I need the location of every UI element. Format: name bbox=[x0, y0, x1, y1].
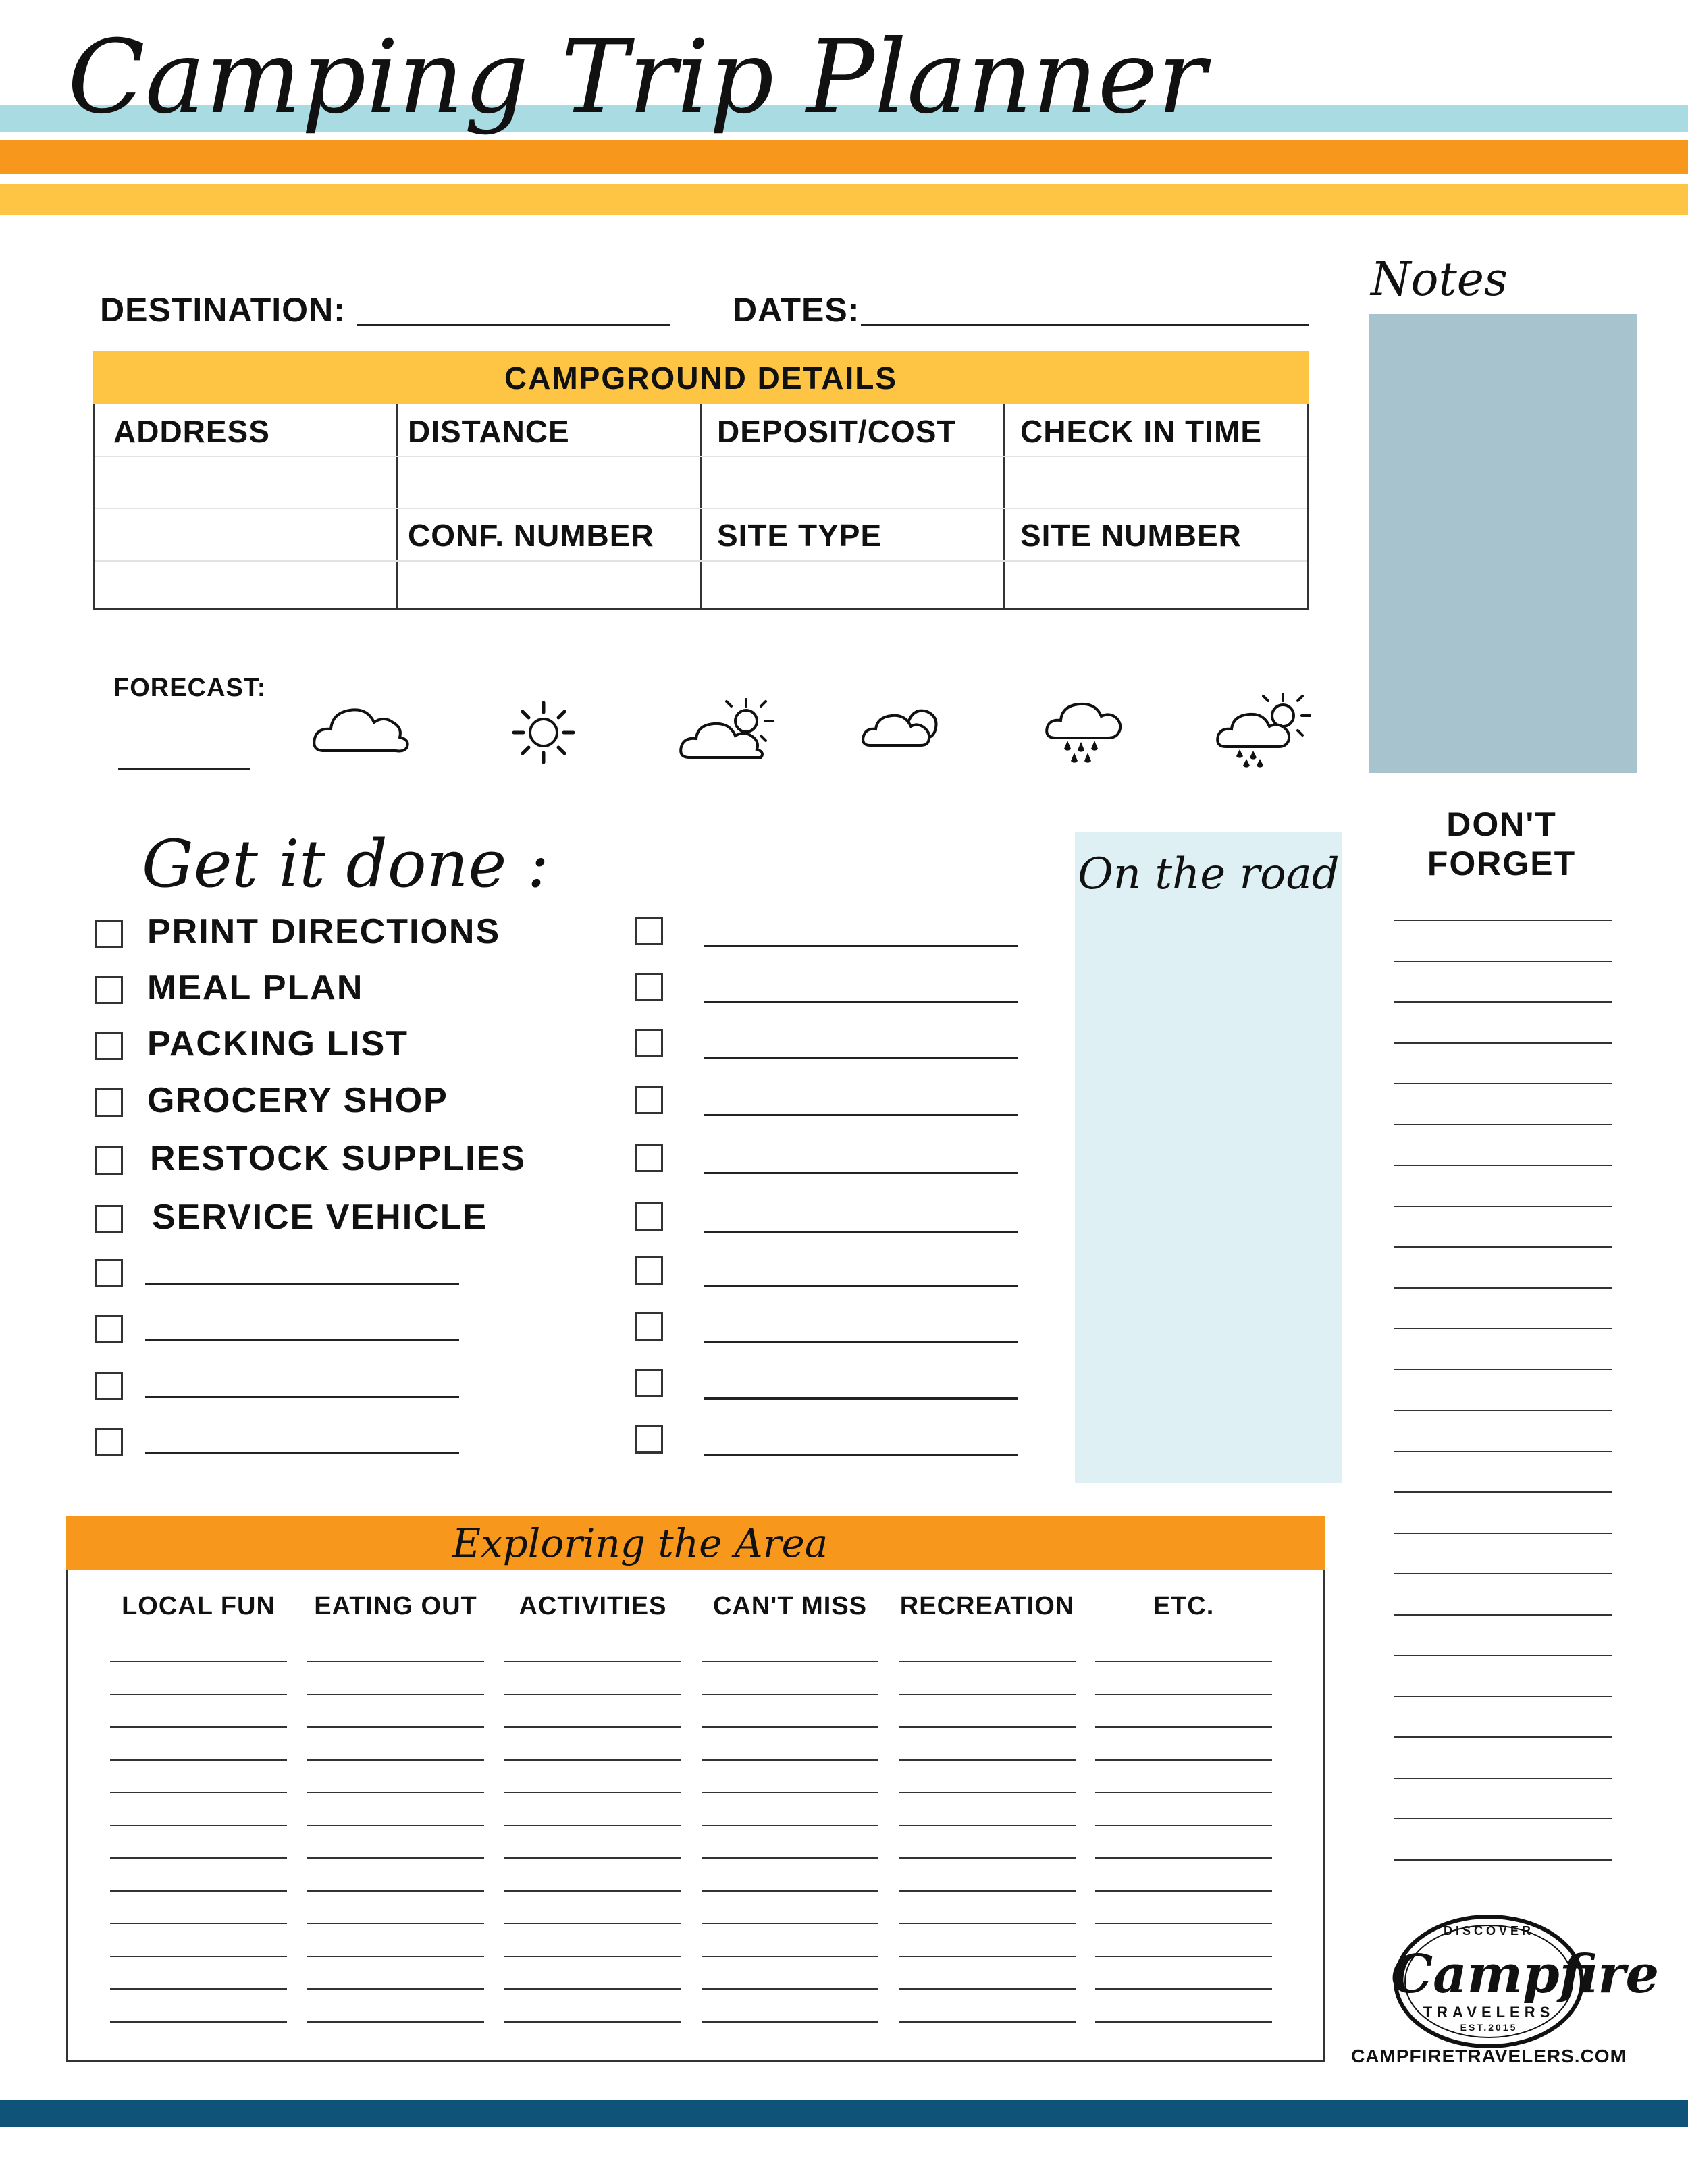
explore-line[interactable] bbox=[899, 1726, 1076, 1728]
forecast-field[interactable] bbox=[118, 768, 250, 770]
task-blank-line[interactable] bbox=[145, 1339, 459, 1341]
website-link[interactable]: CAMPFIRETRAVELERS.COM bbox=[1351, 2046, 1627, 2067]
explore-line[interactable] bbox=[307, 1988, 484, 1990]
destination-label: DESTINATION: bbox=[100, 291, 346, 329]
destination-field[interactable] bbox=[357, 324, 670, 326]
on-the-road-box[interactable] bbox=[1075, 832, 1342, 1483]
task-blank-line[interactable] bbox=[704, 1057, 1018, 1059]
deposit-cost-label: DEPOSIT/COST bbox=[717, 414, 957, 449]
dont-forget-title-line1: DON'T bbox=[1446, 805, 1557, 843]
task-blank-line[interactable] bbox=[704, 1231, 1018, 1233]
check-in-time-label: CHECK IN TIME bbox=[1020, 414, 1262, 449]
campground-title: CAMPGROUND DETAILS bbox=[504, 361, 898, 396]
sun-icon bbox=[510, 699, 577, 766]
dont-forget-line[interactable] bbox=[1394, 1124, 1612, 1125]
table-divider bbox=[700, 404, 702, 610]
explore-line[interactable] bbox=[899, 1956, 1076, 1957]
dont-forget-line[interactable] bbox=[1394, 1287, 1612, 1289]
explore-column-header: RECREATION bbox=[899, 1592, 1075, 1620]
explore-line[interactable] bbox=[307, 1694, 484, 1695]
explore-line[interactable] bbox=[702, 1792, 878, 1793]
explore-line[interactable] bbox=[1095, 2021, 1272, 2023]
logo-campfire: Campfire bbox=[1391, 1944, 1660, 2005]
explore-line[interactable] bbox=[504, 1661, 681, 1662]
table-row-line bbox=[95, 560, 1307, 562]
explore-line[interactable] bbox=[110, 1661, 287, 1662]
explore-line[interactable] bbox=[110, 1857, 287, 1859]
logo-est: EST.2015 bbox=[1460, 2022, 1518, 2033]
task-checkbox[interactable] bbox=[635, 1256, 663, 1285]
explore-line[interactable] bbox=[702, 2021, 878, 2023]
explore-line[interactable] bbox=[504, 1890, 681, 1892]
explore-line[interactable] bbox=[307, 1825, 484, 1826]
address-label: ADDRESS bbox=[113, 414, 270, 449]
explore-line[interactable] bbox=[702, 1759, 878, 1761]
explore-line[interactable] bbox=[1095, 1759, 1272, 1761]
explore-line[interactable] bbox=[702, 1857, 878, 1859]
task-blank-line[interactable] bbox=[145, 1452, 459, 1454]
explore-line[interactable] bbox=[504, 1694, 681, 1695]
task-blank-line[interactable] bbox=[704, 1114, 1018, 1116]
explore-line[interactable] bbox=[899, 1661, 1076, 1662]
explore-line[interactable] bbox=[504, 1988, 681, 1990]
task-blank-line[interactable] bbox=[145, 1283, 459, 1285]
dont-forget-line[interactable] bbox=[1394, 920, 1612, 921]
task-checkbox[interactable] bbox=[635, 1144, 663, 1172]
explore-line[interactable] bbox=[504, 1825, 681, 1826]
explore-line[interactable] bbox=[307, 1923, 484, 1924]
task-blank-line[interactable] bbox=[704, 945, 1018, 947]
task-label: PRINT DIRECTIONS bbox=[147, 912, 501, 951]
table-row-line bbox=[95, 456, 1307, 457]
logo-travelers: TRAVELERS bbox=[1423, 2004, 1555, 2021]
explore-line[interactable] bbox=[110, 1726, 287, 1728]
task-checkbox[interactable] bbox=[635, 1202, 663, 1231]
explore-line[interactable] bbox=[110, 1988, 287, 1990]
explore-line[interactable] bbox=[1095, 1825, 1272, 1826]
dont-forget-line[interactable] bbox=[1394, 1736, 1612, 1738]
explore-line[interactable] bbox=[504, 1792, 681, 1793]
explore-line[interactable] bbox=[1095, 1694, 1272, 1695]
table-divider bbox=[1003, 404, 1005, 610]
task-blank-line[interactable] bbox=[704, 1001, 1018, 1003]
explore-column-header: CAN'T MISS bbox=[712, 1592, 868, 1620]
dont-forget-line[interactable] bbox=[1394, 1165, 1612, 1166]
cloud-icon bbox=[311, 702, 412, 756]
explore-line[interactable] bbox=[899, 1694, 1076, 1695]
task-blank-line[interactable] bbox=[704, 1341, 1018, 1343]
explore-line[interactable] bbox=[504, 1956, 681, 1957]
dont-forget-line[interactable] bbox=[1394, 1083, 1612, 1084]
explore-line[interactable] bbox=[1095, 1988, 1272, 1990]
task-checkbox[interactable] bbox=[95, 1146, 123, 1175]
task-blank-line[interactable] bbox=[704, 1454, 1018, 1456]
dont-forget-line[interactable] bbox=[1394, 1001, 1612, 1003]
task-label: RESTOCK SUPPLIES bbox=[150, 1139, 526, 1178]
explore-line[interactable] bbox=[110, 2021, 287, 2023]
dont-forget-line[interactable] bbox=[1394, 1859, 1612, 1861]
dont-forget-line[interactable] bbox=[1394, 1410, 1612, 1411]
explore-line[interactable] bbox=[307, 1857, 484, 1859]
explore-line[interactable] bbox=[307, 1661, 484, 1662]
task-label: GROCERY SHOP bbox=[147, 1081, 448, 1120]
explore-line[interactable] bbox=[307, 1890, 484, 1892]
task-checkbox[interactable] bbox=[95, 920, 123, 948]
explore-line[interactable] bbox=[899, 1759, 1076, 1761]
explore-title: Exploring the Area bbox=[452, 1520, 828, 1566]
task-checkbox[interactable] bbox=[95, 1428, 123, 1456]
explore-line[interactable] bbox=[307, 1792, 484, 1793]
dont-forget-line[interactable] bbox=[1394, 1533, 1612, 1534]
cloudy-icon bbox=[861, 702, 942, 749]
dont-forget-line[interactable] bbox=[1394, 1696, 1612, 1697]
explore-line[interactable] bbox=[702, 1726, 878, 1728]
sun-rain-icon bbox=[1215, 689, 1317, 770]
task-checkbox[interactable] bbox=[95, 1088, 123, 1117]
explore-line[interactable] bbox=[899, 1988, 1076, 1990]
explore-line[interactable] bbox=[1095, 1726, 1272, 1728]
explore-column-header: ACTIVITIES bbox=[519, 1592, 667, 1620]
explore-line[interactable] bbox=[899, 1792, 1076, 1793]
dont-forget-line[interactable] bbox=[1394, 1328, 1612, 1329]
task-checkbox[interactable] bbox=[635, 1312, 663, 1341]
site-type-label: SITE TYPE bbox=[717, 518, 882, 553]
task-checkbox[interactable] bbox=[635, 1425, 663, 1454]
explore-line[interactable] bbox=[307, 2021, 484, 2023]
dont-forget-line[interactable] bbox=[1394, 1655, 1612, 1656]
task-blank-line[interactable] bbox=[145, 1396, 459, 1398]
task-blank-line[interactable] bbox=[704, 1285, 1018, 1287]
explore-line[interactable] bbox=[504, 1923, 681, 1924]
explore-column-header: EATING OUT bbox=[314, 1592, 477, 1620]
explore-line[interactable] bbox=[702, 1956, 878, 1957]
notes-title: Notes bbox=[1371, 253, 1508, 307]
explore-line[interactable] bbox=[1095, 1857, 1272, 1859]
task-checkbox[interactable] bbox=[635, 973, 663, 1001]
dont-forget-line[interactable] bbox=[1394, 1573, 1612, 1574]
dont-forget-line[interactable] bbox=[1394, 1246, 1612, 1248]
task-checkbox[interactable] bbox=[635, 1086, 663, 1114]
task-checkbox[interactable] bbox=[635, 917, 663, 945]
rain-icon bbox=[1043, 699, 1124, 766]
task-label: MEAL PLAN bbox=[147, 968, 364, 1007]
explore-line[interactable] bbox=[702, 1661, 878, 1662]
explore-line[interactable] bbox=[1095, 1661, 1272, 1662]
header-stripe-orange bbox=[0, 140, 1688, 174]
explore-line[interactable] bbox=[702, 1890, 878, 1892]
footer-stripe bbox=[0, 2100, 1688, 2127]
explore-line[interactable] bbox=[899, 1890, 1076, 1892]
explore-line[interactable] bbox=[307, 1726, 484, 1728]
explore-line[interactable] bbox=[702, 1825, 878, 1826]
task-blank-line[interactable] bbox=[704, 1172, 1018, 1174]
explore-column-header: LOCAL FUN bbox=[122, 1592, 275, 1620]
task-label: PACKING LIST bbox=[147, 1024, 409, 1063]
dont-forget-line[interactable] bbox=[1394, 1369, 1612, 1370]
notes-box[interactable] bbox=[1369, 314, 1637, 773]
task-blank-line[interactable] bbox=[704, 1397, 1018, 1400]
task-checkbox[interactable] bbox=[635, 1369, 663, 1397]
explore-line[interactable] bbox=[504, 2021, 681, 2023]
dont-forget-title-line2: FORGET bbox=[1427, 845, 1577, 882]
logo-discover: DISCOVER bbox=[1443, 1924, 1535, 1938]
tasks-title: Get it done : bbox=[142, 826, 550, 902]
on-the-road-title: On the road bbox=[1078, 849, 1340, 899]
conf-number-label: CONF. NUMBER bbox=[408, 518, 654, 553]
table-row-line bbox=[95, 508, 1307, 509]
dates-label: DATES: bbox=[733, 291, 860, 329]
task-checkbox[interactable] bbox=[95, 1315, 123, 1343]
dates-field[interactable] bbox=[861, 324, 1309, 326]
explore-line[interactable] bbox=[110, 1923, 287, 1924]
explore-line[interactable] bbox=[504, 1726, 681, 1728]
explore-line[interactable] bbox=[1095, 1956, 1272, 1957]
dont-forget-line[interactable] bbox=[1394, 1614, 1612, 1616]
site-number-label: SITE NUMBER bbox=[1020, 518, 1242, 553]
explore-line[interactable] bbox=[702, 1694, 878, 1695]
explore-line[interactable] bbox=[899, 1923, 1076, 1924]
explore-line[interactable] bbox=[702, 1988, 878, 1990]
dont-forget-line[interactable] bbox=[1394, 1491, 1612, 1493]
task-checkbox[interactable] bbox=[95, 976, 123, 1004]
dont-forget-line[interactable] bbox=[1394, 1206, 1612, 1207]
explore-line[interactable] bbox=[110, 1792, 287, 1793]
explore-line[interactable] bbox=[110, 1956, 287, 1957]
explore-line[interactable] bbox=[110, 1694, 287, 1695]
dont-forget-line[interactable] bbox=[1394, 1818, 1612, 1819]
explore-line[interactable] bbox=[504, 1759, 681, 1761]
dont-forget-line[interactable] bbox=[1394, 1778, 1612, 1779]
explore-column-header: ETC. bbox=[1153, 1592, 1215, 1620]
task-checkbox[interactable] bbox=[95, 1372, 123, 1400]
dont-forget-line[interactable] bbox=[1394, 1451, 1612, 1452]
explore-line[interactable] bbox=[1095, 1923, 1272, 1924]
explore-line[interactable] bbox=[899, 1825, 1076, 1826]
explore-line[interactable] bbox=[110, 1890, 287, 1892]
task-checkbox[interactable] bbox=[95, 1259, 123, 1287]
explore-line[interactable] bbox=[504, 1857, 681, 1859]
partly-sunny-icon bbox=[679, 695, 780, 763]
explore-line[interactable] bbox=[702, 1923, 878, 1924]
dont-forget-line[interactable] bbox=[1394, 961, 1612, 962]
explore-line[interactable] bbox=[1095, 1890, 1272, 1892]
explore-line[interactable] bbox=[899, 1857, 1076, 1859]
explore-line[interactable] bbox=[1095, 1792, 1272, 1793]
dont-forget-line[interactable] bbox=[1394, 1042, 1612, 1044]
explore-line[interactable] bbox=[110, 1825, 287, 1826]
explore-line[interactable] bbox=[110, 1759, 287, 1761]
task-checkbox[interactable] bbox=[635, 1029, 663, 1057]
task-checkbox[interactable] bbox=[95, 1205, 123, 1233]
page-title: Camping Trip Planner bbox=[68, 19, 1207, 136]
distance-label: DISTANCE bbox=[408, 414, 570, 449]
explore-line[interactable] bbox=[307, 1956, 484, 1957]
forecast-label: FORECAST: bbox=[113, 674, 267, 702]
explore-line[interactable] bbox=[307, 1759, 484, 1761]
header-stripe-yellow bbox=[0, 184, 1688, 215]
task-checkbox[interactable] bbox=[95, 1032, 123, 1060]
explore-line[interactable] bbox=[899, 2021, 1076, 2023]
task-label: SERVICE VEHICLE bbox=[152, 1198, 488, 1237]
table-divider bbox=[396, 404, 398, 610]
